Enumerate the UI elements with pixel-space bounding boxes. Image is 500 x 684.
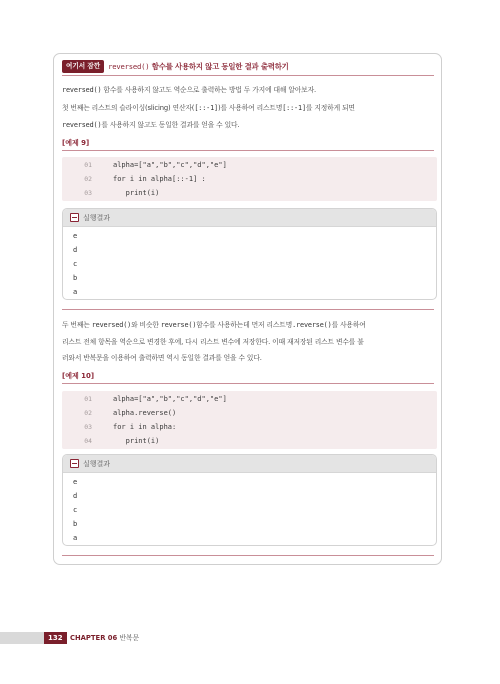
intro-code: reversed()	[62, 86, 102, 94]
example-10-divider	[62, 383, 434, 384]
code-line	[62, 186, 159, 200]
intro-code: reversed()	[62, 121, 102, 129]
tip-title-code: reversed()	[108, 62, 150, 71]
output-line: a	[73, 534, 78, 542]
example-10-code-block	[62, 391, 437, 449]
line-number: 03	[84, 423, 92, 431]
tip-title	[108, 61, 288, 72]
intro-line-2	[62, 100, 434, 116]
tip-tag: 여기서 잠깐	[62, 60, 104, 73]
example-9-result-box	[62, 208, 437, 300]
output-line: d	[73, 246, 78, 254]
tip-header	[62, 60, 289, 73]
example-9-title: [예제 9]	[62, 139, 90, 147]
middle-line-1	[62, 317, 434, 333]
code-line	[62, 406, 176, 420]
section-label: 반복문	[119, 634, 140, 642]
intro-text: 를 사용하지 않고도 동일한 결과를 얻을 수 있다.	[101, 121, 240, 129]
example-10-title: [예제 10]	[62, 372, 95, 380]
example-9-code-block	[62, 157, 437, 201]
intro-text: 를 지정하게 되면	[305, 104, 355, 112]
code-line	[62, 434, 159, 448]
footer-bar	[0, 632, 44, 644]
middle-code: reverse()	[160, 321, 197, 329]
output-line: e	[73, 232, 78, 240]
output-line: c	[73, 506, 78, 514]
middle-line-2: 리스트 전체 항목을 역순으로 변경한 후에, 다시 리스트 변수에 저장한다. 이때 재저장된 리스트 변수를 불	[62, 338, 364, 346]
result-header	[63, 455, 436, 473]
line-number: 01	[84, 395, 92, 403]
middle-text: 를 사용하여	[331, 321, 366, 329]
code-text: alpha=["a","b","c","d","e"]	[113, 161, 227, 169]
middle-code: .reverse()	[292, 321, 332, 329]
intro-line-3	[62, 117, 434, 133]
result-icon	[70, 213, 79, 222]
intro-line-1	[62, 82, 434, 98]
code-text: print(i)	[113, 189, 160, 197]
code-text: alpha=["a","b","c","d","e"]	[113, 395, 227, 403]
tip-title-text: 함수를 사용하지 않고 동일한 결과 출력하기	[149, 62, 289, 71]
intro-text: )를 사용하여 리스트명	[217, 104, 283, 112]
middle-text: 와 비슷한	[131, 321, 161, 329]
output-line: d	[73, 492, 78, 500]
section-divider	[62, 309, 434, 310]
line-number: 02	[84, 409, 92, 417]
page-number: 132	[44, 632, 67, 644]
middle-text: 함수를 사용하는데 먼저 리스트명	[196, 321, 293, 329]
header-divider	[62, 75, 434, 76]
intro-text: 첫 번째는 리스트의 슬라이싱(slicing) 연산자(	[62, 104, 195, 112]
code-line	[62, 158, 227, 172]
output-line: b	[73, 274, 78, 282]
output-line: b	[73, 520, 78, 528]
result-icon	[70, 459, 79, 468]
middle-code: reversed()	[91, 321, 132, 329]
intro-code: [::-1]	[194, 104, 218, 112]
intro-code: [::-1]	[282, 104, 306, 112]
example-9-divider	[62, 150, 434, 151]
line-number: 02	[84, 175, 92, 183]
footer-chapter	[70, 632, 139, 644]
output-line: e	[73, 478, 78, 486]
intro-text: 함수를 사용하지 않고도 역순으로 출력하는 방법 두 가지에 대해 알아보자.	[101, 86, 317, 94]
bottom-divider	[62, 555, 434, 556]
result-label: 실행결과	[83, 459, 111, 468]
result-label: 실행결과	[83, 213, 111, 222]
code-line	[62, 172, 206, 186]
chapter-label: CHAPTER 06	[70, 634, 118, 642]
line-number: 04	[84, 437, 92, 445]
code-text: alpha.reverse()	[113, 409, 177, 417]
code-line	[62, 392, 227, 406]
middle-text: 두 번째는	[62, 321, 92, 329]
code-text: for i in alpha[::-1] :	[113, 175, 206, 183]
line-number: 03	[84, 189, 92, 197]
middle-line-3: 러와서 반복문을 이용하여 출력하면 역시 동일한 결과를 얻을 수 있다.	[62, 354, 262, 362]
line-number: 01	[84, 161, 92, 169]
output-line: a	[73, 288, 78, 296]
example-10-result-box	[62, 454, 437, 546]
output-line: c	[73, 260, 78, 268]
code-text: for i in alpha:	[113, 423, 177, 431]
code-text: print(i)	[113, 437, 160, 445]
result-header	[63, 209, 436, 227]
code-line	[62, 420, 176, 434]
